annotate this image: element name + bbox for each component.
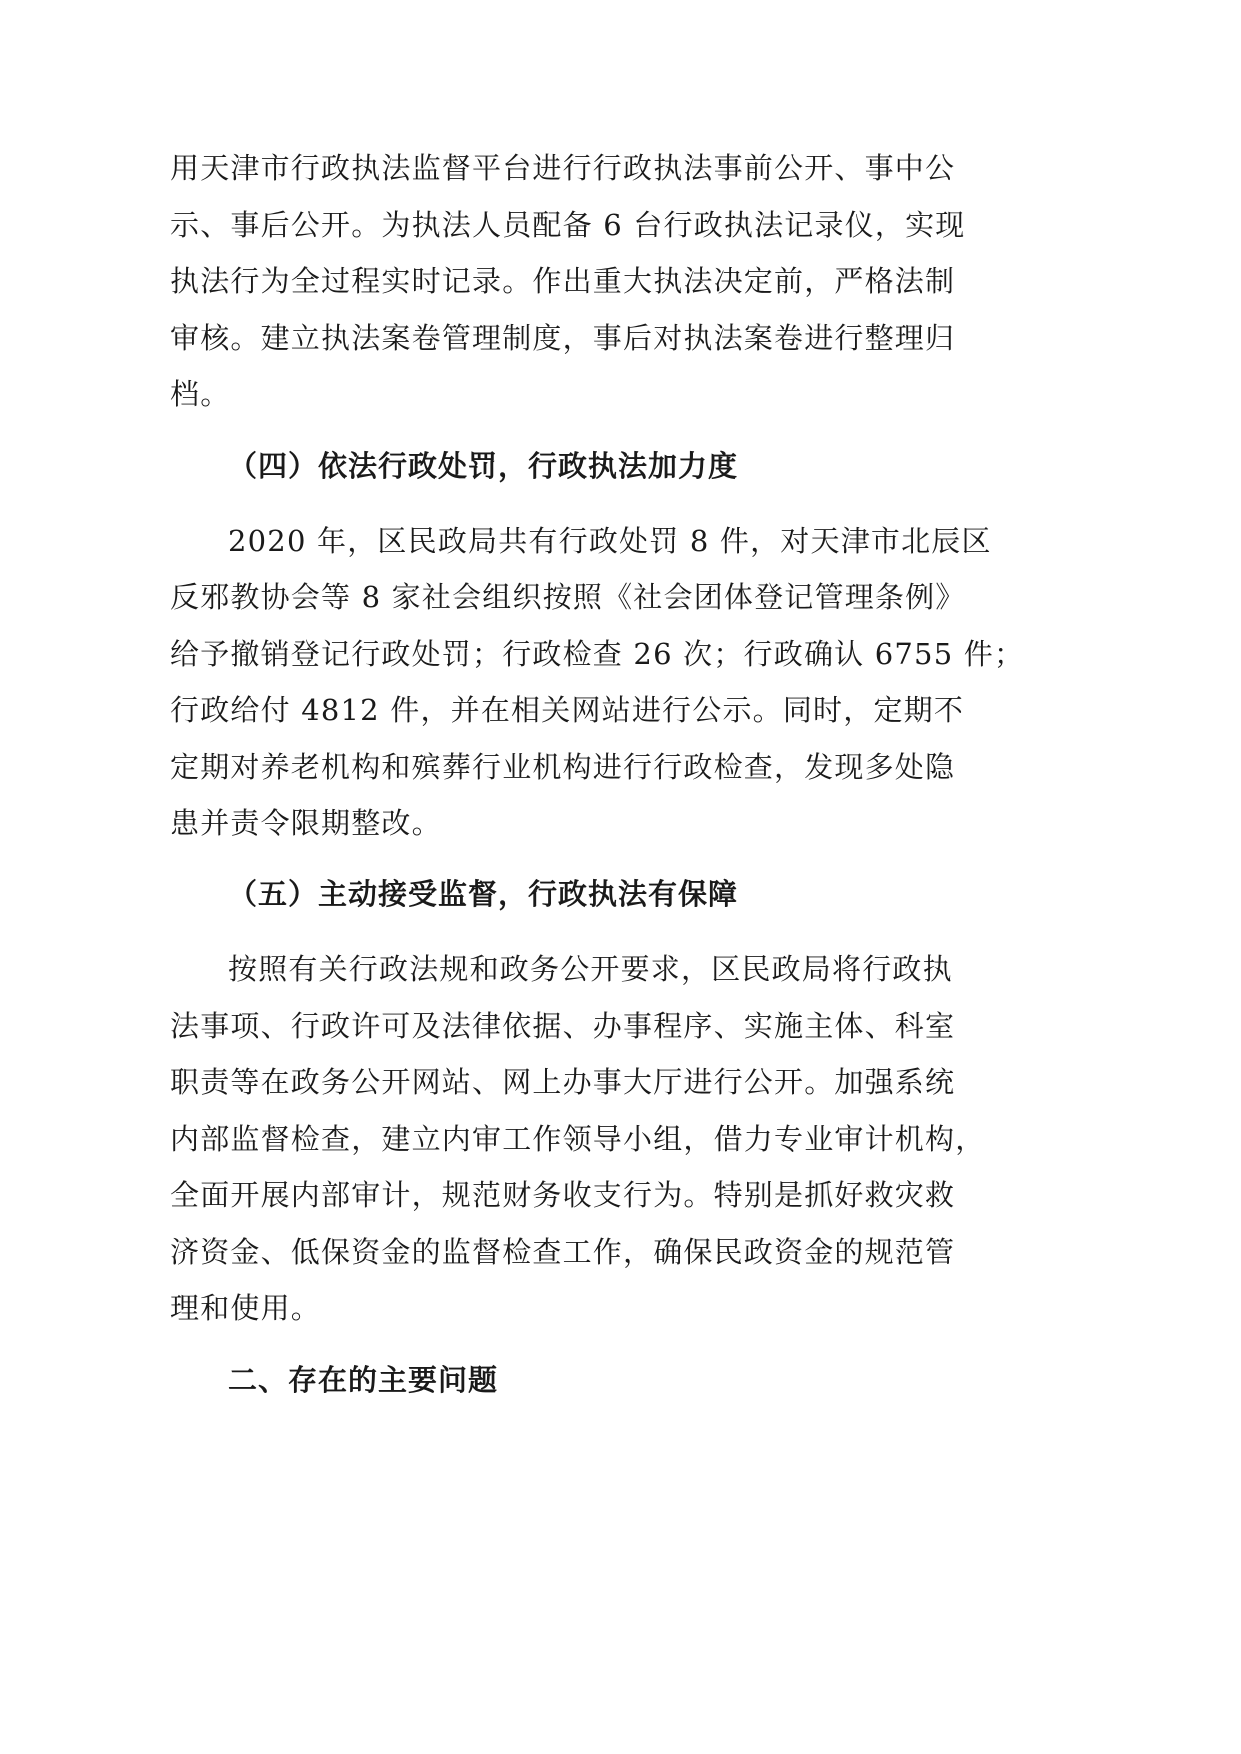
chapter-heading: 二、存在的主要问题 (228, 1363, 499, 1397)
text-line: 用天津市行政执法监督平台进行行政执法事前公开、事中公 (170, 151, 956, 185)
section-heading: （五）主动接受监督，行政执法有保障 (228, 877, 739, 911)
text-line: 济资金、低保资金的监督检查工作，确保民政资金的规范管 (170, 1235, 956, 1269)
text-line: 按照有关行政法规和政务公开要求，区民政局将行政执 (228, 952, 953, 986)
section-heading: （四）依法行政处罚，行政执法加力度 (228, 449, 739, 483)
text-line: 2020 年，区民政局共有行政处罚 8 件，对天津市北辰区 (228, 524, 992, 558)
text-line: 执法行为全过程实时记录。作出重大执法决定前，严格法制 (170, 264, 956, 298)
text-line: 定期对养老机构和殡葬行业机构进行行政检查，发现多处隐 (170, 750, 956, 784)
text-line: 全面开展内部审计，规范财务收支行为。特别是抓好救灾救 (170, 1178, 956, 1212)
text-line: 职责等在政务公开网站、网上办事大厅进行公开。加强系统 (170, 1065, 956, 1099)
text-line: 档。 (170, 377, 231, 411)
text-line: 法事项、行政许可及法律依据、办事程序、实施主体、科室 (170, 1009, 956, 1043)
text-line: 示、事后公开。为执法人员配备 6 台行政执法记录仪，实现 (170, 208, 966, 242)
text-line: 患并责令限期整改。 (170, 806, 442, 840)
text-line: 内部监督检查，建立内审工作领导小组，借力专业审计机构， (170, 1122, 986, 1156)
text-line: 反邪教协会等 8 家社会组织按照《社会团体登记管理条例》 (170, 580, 966, 614)
text-line: 审核。建立执法案卷管理制度，事后对执法案卷进行整理归 (170, 321, 956, 355)
text-line: 给予撤销登记行政处罚；行政检查 26 次；行政确认 6755 件； (170, 637, 1025, 671)
text-line: 理和使用。 (170, 1291, 322, 1325)
text-line: 行政给付 4812 件，并在相关网站进行公示。同时，定期不 (170, 693, 965, 727)
